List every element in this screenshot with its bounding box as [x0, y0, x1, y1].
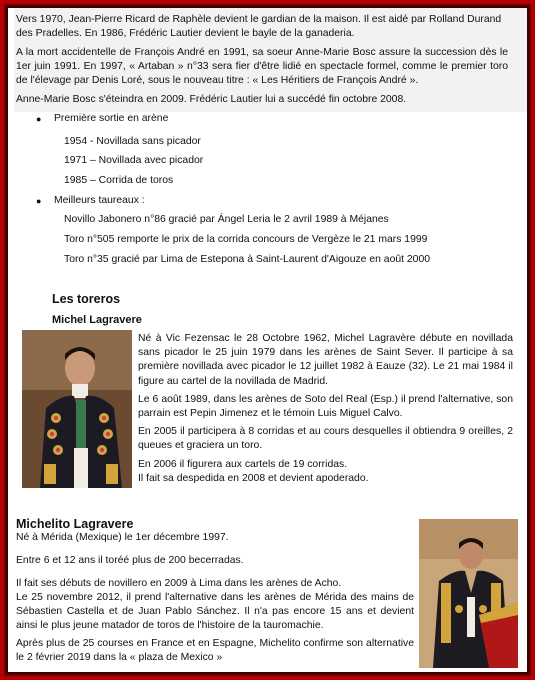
michelito-paragraph-3: Le 25 novembre 2012, il prend l'alternative dans les arènes de Mérida des mains de Sébastien Castella et de Juan Pablo Sánchez. Il n'a pas encore 15 ans et devient ainsi le plus jeune matador de toros de l'histoire de la tauromachie.: [16, 592, 414, 632]
meilleurs-item: Toro n°35 gracié par Lima de Estepona à Saint-Laurent d'Aigouze en août 2000: [64, 254, 431, 265]
michel-paragraph-3: En 2005 il participera à 8 corridas et au cours desquelles il obtiendra 9 oreilles, 2 queues et graciera un toro.: [138, 426, 513, 452]
page-frame: [6, 6, 529, 674]
bullet-icon: ●: [36, 196, 42, 206]
michel-paragraph-1: Né à Vic Fezensac le 28 Octobre 1962, Michel Lagravère débute en novillada sans picador le 25 juin 1979 dans les arènes de Saint Sever. Il participe à sa première novillada avec picador le 12 juillet 1982 à Eauze (32). Le 21 mai 1984 il figure au cartel de la novillada de Madrid.: [138, 333, 513, 387]
intro-paragraph-1: Vers 1970, Jean-Pierre Ricard de Raphèle devient le gardian de la maison. Il est aidé par Rolland Durand des Pradelles. En 1986, Frédéric Lautier devient le bayle de la ganaderia.: [16, 14, 502, 40]
premiere-item: 1971 – Novillada avec picador: [64, 155, 204, 166]
michelito-paragraph-1: Entre 6 et 12 ans il toréé plus de 200 becerradas.: [16, 555, 244, 566]
michel-name: Michel Lagravere: [52, 314, 142, 326]
meilleurs-label: Meilleurs taureaux :: [54, 195, 145, 206]
premiere-item: 1985 – Corrida de toros: [64, 175, 174, 186]
meilleurs-item: Novillo Jabonero n°86 gracié par Ángel Leria le 2 avril 1989 à Méjanes: [64, 214, 389, 225]
meilleurs-item: Toro n°505 remporte le prix de la corrida concours de Vergèze le 21 mars 1999: [64, 234, 428, 245]
michel-paragraph-4b: Il fait sa despedida en 2008 et devient apoderado.: [138, 473, 369, 484]
michelito-photo: [419, 519, 518, 668]
premiere-label: Première sortie en arène: [54, 113, 169, 124]
intro-paragraph-3: Anne-Marie Bosc s'éteindra en 2009. Frédéric Lautier lui a succédé fin octobre 2008.: [16, 94, 407, 105]
michelito-paragraph-4: Après plus de 25 courses en France et en Espagne, Michelito confirme son alternative le 2 février 2019 dans la « plaza de Mexico »: [16, 638, 414, 664]
michelito-name: Michelito Lagravere: [16, 517, 134, 531]
bullet-icon: ●: [36, 114, 42, 124]
michelito-paragraph-2: Il fait ses débuts de novillero en 2009 à Lima dans les arènes de Acho.: [16, 578, 342, 589]
premiere-item: 1954 - Novillada sans picador: [64, 136, 201, 147]
intro-paragraph-2: A la mort accidentelle de François André en 1991, sa soeur Anne-Marie Bosc assure la succession dès le 1er juin 1991. En 1997, « Artaban » n°33 sera fier d'être lidié en spectacle formel, comme le premier toro de l'élevage par Denis Loré, sous le nouveau titre : « Les Héritiers de François André ».: [16, 47, 508, 87]
michel-paragraph-4a: En 2006 il figurera aux cartels de 19 corridas.: [138, 459, 348, 470]
michelito-birth: Né à Mérida (Mexique) le 1er décembre 1997.: [16, 532, 229, 543]
section-title-toreros: Les toreros: [52, 292, 121, 306]
michel-photo: [22, 330, 132, 488]
michel-paragraph-2: Le 6 août 1989, dans les arènes de Soto del Real (Esp.) il prend l'alternative, son parrain est Pepin Jimenez et le témoin Luis Miguel Calvo.: [138, 394, 513, 420]
